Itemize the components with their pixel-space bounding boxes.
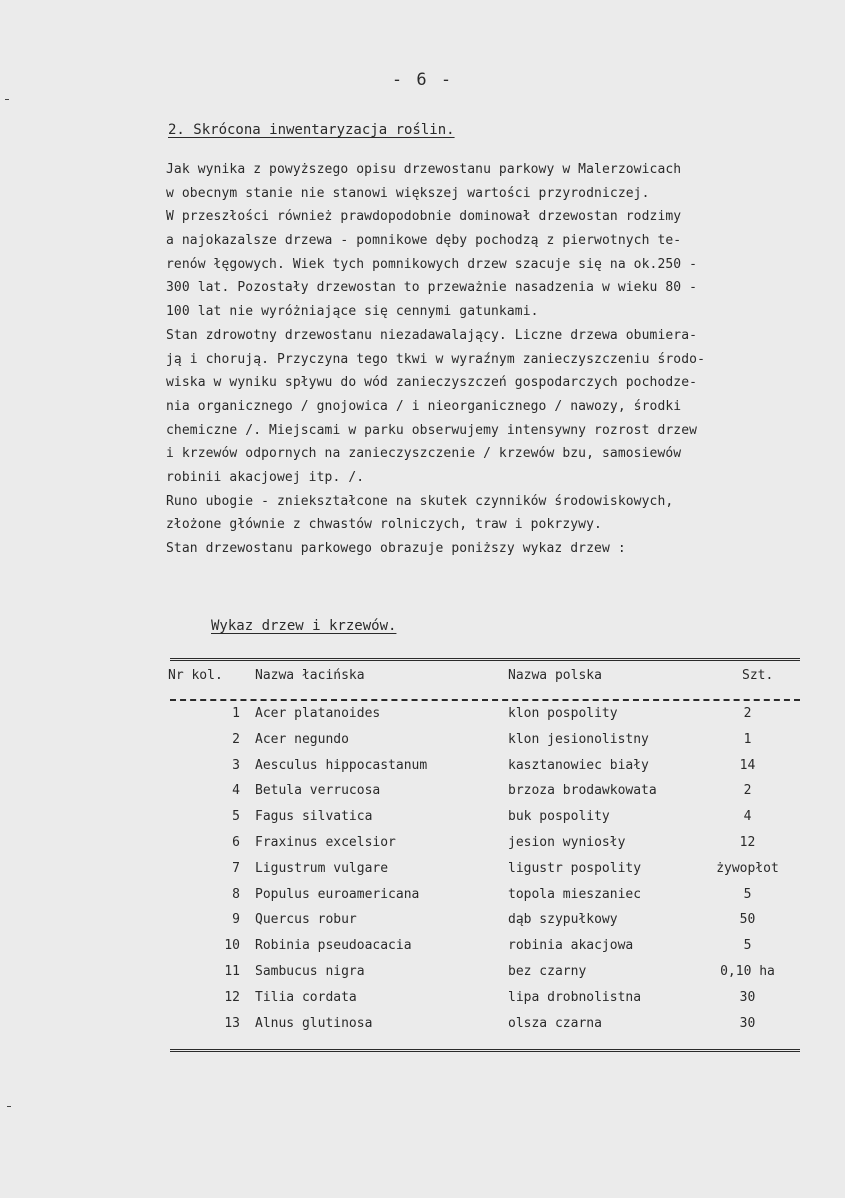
cell-number: 5 — [232, 809, 240, 825]
cell-count: 2 — [743, 706, 752, 721]
cell-number: 4 — [232, 783, 240, 799]
table-row — [0, 835, 845, 861]
body-paragraph — [166, 158, 796, 561]
text-line: a najokazalsze drzewa - pomnikowe dęby pochodzą z pierwotnych te- — [166, 233, 682, 249]
text-line: 300 lat. Pozostały drzewostan to przeważnie nasadzenia w wieku 80 - — [166, 280, 698, 296]
cell-number: 7 — [232, 860, 240, 876]
cell-polish-name: ligustr pospolity — [508, 860, 642, 876]
text-line: robinii akacjowej itp. /. — [166, 469, 365, 485]
cell-count: 1 — [743, 731, 752, 747]
cell-polish-name: jesion wyniosły — [508, 835, 626, 850]
table-row — [0, 706, 845, 732]
cell-number: 6 — [232, 835, 240, 850]
cell-polish-name: topola mieszaniec — [508, 886, 642, 902]
cell-count: 4 — [743, 809, 752, 825]
cell-latin-name: Ligustrum vulgare — [255, 860, 389, 876]
text-line: ją i chorują. Przyczyna tego tkwi w wyraźnym zanieczyszczeniu środo- — [166, 351, 706, 367]
text-line: renów łęgowych. Wiek tych pomnikowych drzew szacuje się na ok.250 - — [166, 256, 698, 272]
cell-latin-name: Betula verrucosa — [255, 783, 381, 799]
cell-number: 9 — [232, 912, 240, 928]
cell-polish-name: brzoza brodawkowata — [508, 783, 657, 799]
text-line: Stan zdrowotny drzewostanu niezadawalający. Liczne drzewa obumiera- — [166, 327, 698, 343]
cell-count: 14 — [739, 757, 756, 773]
text-line: 100 lat nie wyróżniające się cennymi gatunkami. — [166, 304, 539, 320]
cell-count: 5 — [743, 938, 752, 954]
table-row — [0, 861, 845, 887]
cell-latin-name: Quercus robur — [255, 912, 357, 928]
cell-polish-name: lipa drobnolistna — [508, 989, 642, 1005]
cell-latin-name: Aesculus hippocastanum — [255, 757, 428, 773]
cell-latin-name: Alnus glutinosa — [255, 1015, 373, 1031]
cell-count: 12 — [739, 835, 756, 850]
cell-number: 11 — [224, 964, 240, 979]
cell-count: 30 — [739, 1015, 756, 1031]
cell-number: 8 — [232, 886, 240, 902]
text-line: Runo ubogie - zniekształcone na skutek czynników środowiskowych, — [166, 493, 674, 509]
text-line: i krzewów odpornych na zanieczyszczenie / krzewów bzu, samosiewów — [166, 446, 682, 462]
table-row — [0, 938, 845, 964]
page-number: - 6 - — [391, 70, 454, 90]
cell-count: żywopłot — [716, 860, 779, 876]
text-line: chemiczne /. Miejscami w parku obserwujemy intensywny rozrost drzew — [166, 422, 698, 438]
cell-number: 1 — [232, 706, 240, 721]
section-heading: 2. Skrócona inwentaryzacja roślin. — [168, 122, 455, 138]
text-line: W przeszłości również prawdopodobnie dominował drzewostan rodzimy — [166, 209, 682, 225]
text-line: Stan drzewostanu parkowego obrazuje poniższy wykaz drzew : — [166, 541, 626, 556]
header-polish-name: Nazwa polska — [508, 668, 602, 683]
text-line: w obecnym stanie nie stanowi większej wartości przyrodniczej. — [166, 185, 650, 201]
table-row — [0, 732, 845, 758]
margin-mark-top — [5, 99, 9, 100]
text-line: nia organicznego / gnojowica / i nieorganicznego / nawozy, środki — [166, 398, 682, 414]
cell-number: 2 — [232, 731, 240, 747]
table-row — [0, 990, 845, 1016]
header-latin-name: Nazwa łacińska — [255, 668, 365, 683]
cell-latin-name: Robinia pseudoacacia — [255, 938, 412, 954]
table-caption: Wykaz drzew i krzewów. — [211, 618, 397, 634]
cell-count: 30 — [739, 989, 756, 1005]
text-line: wiska w wyniku spływu do wód zanieczyszczeń gospodarczych pochodze- — [166, 375, 698, 391]
table-row — [0, 887, 845, 913]
table-row — [0, 758, 845, 784]
cell-number: 12 — [224, 989, 240, 1005]
table-row — [0, 809, 845, 835]
table-bottom-rule — [170, 1049, 800, 1052]
table-row — [0, 783, 845, 809]
cell-polish-name: robinia akacjowa — [508, 938, 634, 954]
header-number: Nr kol. — [168, 668, 223, 683]
table-top-rule — [170, 658, 800, 661]
cell-count: 0,10 ha — [720, 964, 775, 979]
cell-polish-name: kasztanowiec biały — [508, 757, 649, 773]
cell-number: 13 — [224, 1015, 240, 1031]
cell-count: 50 — [739, 912, 756, 928]
cell-count: 2 — [743, 783, 752, 799]
table-row — [0, 912, 845, 938]
cell-latin-name: Acer platanoides — [255, 706, 381, 721]
cell-latin-name: Populus euroamericana — [255, 886, 420, 902]
cell-polish-name: dąb szypułkowy — [508, 912, 618, 928]
cell-latin-name: Sambucus nigra — [255, 964, 365, 979]
cell-polish-name: klon jesionolistny — [508, 731, 649, 747]
table-header-rule — [170, 699, 800, 701]
cell-count: 5 — [743, 886, 752, 902]
table-row — [0, 1016, 845, 1042]
margin-mark-bottom — [7, 1106, 11, 1107]
text-line: złożone głównie z chwastów rolniczych, traw i pokrzywy. — [166, 517, 602, 533]
cell-latin-name: Tilia cordata — [255, 989, 357, 1005]
cell-polish-name: klon pospolity — [508, 706, 618, 721]
cell-number: 3 — [232, 757, 240, 773]
cell-latin-name: Acer negundo — [255, 731, 349, 747]
cell-number: 10 — [224, 938, 240, 954]
cell-polish-name: bez czarny — [508, 964, 587, 979]
cell-polish-name: buk pospolity — [508, 809, 610, 825]
cell-polish-name: olsza czarna — [508, 1015, 602, 1031]
header-count: Szt. — [742, 668, 774, 683]
cell-latin-name: Fagus silvatica — [255, 809, 373, 825]
text-line: Jak wynika z powyższego opisu drzewostanu parkowy w Malerzowicach — [166, 162, 682, 177]
table-row — [0, 964, 845, 990]
cell-latin-name: Fraxinus excelsior — [255, 835, 396, 850]
